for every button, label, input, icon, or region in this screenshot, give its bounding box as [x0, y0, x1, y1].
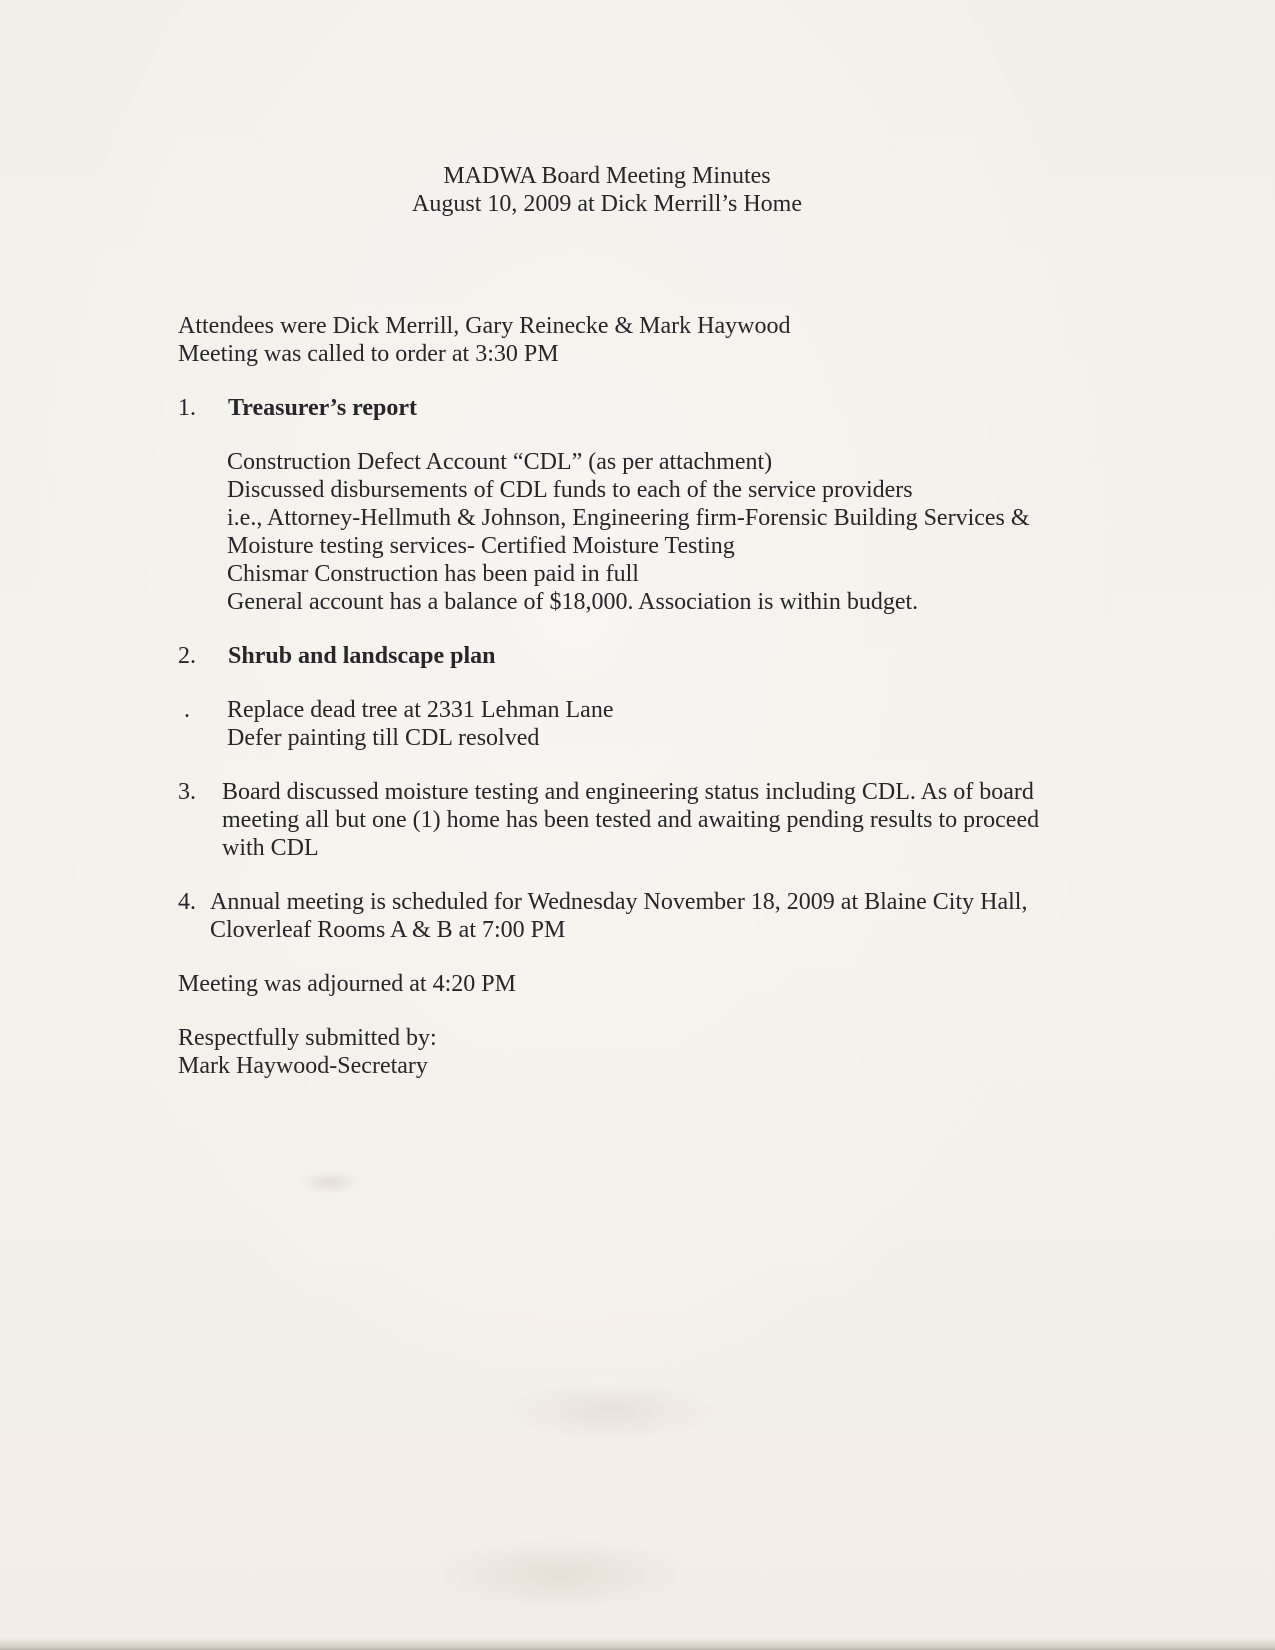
- scan-edge-shadow: [0, 1638, 1275, 1650]
- section-moisture-testing-status: [178, 778, 1175, 862]
- section-heading: Shrub and landscape plan: [228, 643, 496, 669]
- section-number: 3.: [178, 779, 196, 805]
- signature-block: [178, 1024, 1175, 1080]
- section-body: [178, 448, 1175, 616]
- attendees-line: Attendees were Dick Merrill, Gary Reinecke & Mark Haywood: [178, 313, 791, 339]
- text-line: Discussed disbursements of CDL funds to each of the service providers: [227, 477, 913, 503]
- intro-paragraph: [178, 312, 1175, 368]
- called-to-order-line: Meeting was called to order at 3:30 PM: [178, 341, 559, 367]
- title-line-1: MADWA Board Meeting Minutes: [443, 163, 771, 189]
- section-body: [178, 696, 1175, 752]
- section-number: 2.: [178, 643, 196, 669]
- section-heading: Treasurer’s report: [228, 395, 418, 421]
- text-line: Chismar Construction has been paid in full: [227, 561, 639, 587]
- section-body: [178, 888, 1175, 944]
- scan-smudge: [300, 1170, 360, 1194]
- submitted-by-line: Respectfully submitted by:: [178, 1025, 437, 1051]
- text-line: Moisture testing services- Certified Moisture Testing: [227, 533, 735, 559]
- section-number: 4.: [178, 889, 196, 915]
- text-line: Construction Defect Account “CDL” (as per attachment): [227, 449, 773, 475]
- document-title: [178, 162, 1036, 218]
- scan-smudge: [500, 1380, 720, 1440]
- adjournment-line: [178, 970, 1175, 998]
- text-line: meeting all but one (1) home has been tested and awaiting pending results to proceed: [222, 807, 1040, 833]
- text-line: with CDL: [222, 835, 319, 861]
- scan-smudge: [430, 1540, 690, 1610]
- section-shrub-landscape-plan: [178, 642, 1175, 752]
- text-line: i.e., Attorney-Hellmuth & Johnson, Engineering firm-Forensic Building Services &: [227, 505, 1030, 531]
- section-body: [178, 778, 1175, 862]
- stray-period-bullet: .: [184, 697, 190, 723]
- text-line: Cloverleaf Rooms A & B at 7:00 PM: [210, 917, 566, 943]
- section-treasurers-report: [178, 394, 1175, 616]
- text-line: Meeting was adjourned at 4:20 PM: [178, 971, 516, 997]
- text-line: General account has a balance of $18,000. Association is within budget.: [227, 589, 919, 615]
- section-annual-meeting: [178, 888, 1175, 944]
- section-number: 1.: [178, 395, 196, 421]
- text-line: Replace dead tree at 2331 Lehman Lane: [227, 697, 614, 723]
- text-line: Annual meeting is scheduled for Wednesday November 18, 2009 at Blaine City Hall,: [210, 889, 1028, 915]
- text-line: Board discussed moisture testing and engineering status including CDL. As of board: [222, 779, 1034, 805]
- signature-line: Mark Haywood-Secretary: [178, 1053, 428, 1079]
- text-line: Defer painting till CDL resolved: [227, 725, 540, 751]
- title-line-2: August 10, 2009 at Dick Merrill’s Home: [412, 191, 802, 217]
